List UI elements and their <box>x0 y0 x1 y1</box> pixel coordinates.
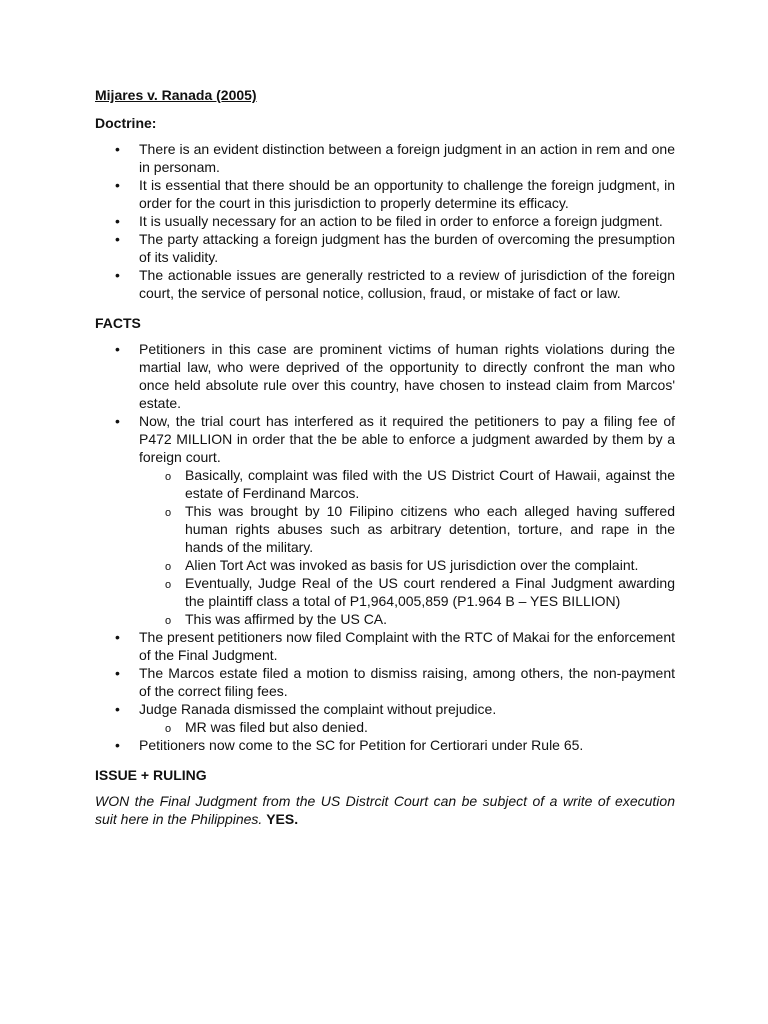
doctrine-item: • It is essential that there should be an opportunity to challenge the foreign judgment, in order for the court in this jurisdiction to properly determine its efficacy. <box>95 176 675 212</box>
doctrine-list <box>95 140 675 302</box>
facts-item <box>95 700 675 736</box>
facts-item-text: The Marcos estate filed a motion to dismiss raising, among others, the non-payment of the correct filing fees. <box>139 665 675 699</box>
facts-item <box>95 664 675 700</box>
facts-list <box>95 340 675 754</box>
facts-sublist <box>95 466 675 628</box>
doctrine-item: • There is an evident distinction between a foreign judgment in an action in rem and one in personam. <box>95 140 675 176</box>
doctrine-item: • It is usually necessary for an action to be filed in order to enforce a foreign judgment. <box>95 212 675 230</box>
facts-item <box>95 412 675 628</box>
facts-heading: FACTS <box>95 315 141 331</box>
facts-subitem: o Alien Tort Act was invoked as basis for US jurisdiction over the complaint. <box>95 556 675 574</box>
doctrine-item: • The actionable issues are generally restricted to a review of jurisdiction of the foreign court, the service of personal notice, collusion, fraud, or mistake of fact or law. <box>95 266 675 302</box>
document-content <box>95 86 675 828</box>
issue-heading: ISSUE + RULING <box>95 767 207 783</box>
facts-item-text: Petitioners in this case are prominent victims of human rights violations during the martial law, who were deprived of the opportunity to directly confront the man who once held absolute rule over this country, have chosen to instead claim from Marcos' estate. <box>139 341 675 411</box>
facts-item-text: Judge Ranada dismissed the complaint without prejudice. <box>139 701 497 717</box>
facts-subitem: o Eventually, Judge Real of the US court rendered a Final Judgment awarding the plaintiff class a total of P1,964,005,859 (P1.964 B – YES BILLION) <box>95 574 675 610</box>
facts-item <box>95 736 675 754</box>
doctrine-heading: Doctrine: <box>95 115 157 131</box>
facts-item-text: The present petitioners now filed Complaint with the RTC of Makai for the enforcement of the Final Judgment. <box>139 629 675 663</box>
facts-item <box>95 340 675 412</box>
facts-subitem: o This was affirmed by the US CA. <box>95 610 675 628</box>
issue-question: WON the Final Judgment from the US Distrcit Court can be subject of a write of execution suit here in the Philippines. <box>95 793 675 827</box>
facts-sublist <box>95 718 675 736</box>
facts-item <box>95 628 675 664</box>
issue-answer: YES. <box>266 811 299 827</box>
facts-subitem: o MR was filed but also denied. <box>95 718 675 736</box>
case-title: Mijares v. Ranada (2005) <box>95 87 257 103</box>
facts-item-text: Now, the trial court has interfered as it required the petitioners to pay a filing fee of P472 MILLION in order that the be able to enforce a judgment awarded by them by a foreign court. <box>139 413 675 465</box>
doctrine-item: • The party attacking a foreign judgment has the burden of overcoming the presumption of its validity. <box>95 230 675 266</box>
facts-subitem: o Basically, complaint was filed with the US District Court of Hawaii, against the estate of Ferdinand Marcos. <box>95 466 675 502</box>
facts-sublist-wrap <box>95 718 675 736</box>
facts-subitem: o This was brought by 10 Filipino citizens who each alleged having suffered human rights abuses such as arbitrary detention, torture, and rape in the hands of the military. <box>95 502 675 556</box>
facts-item-text: Petitioners now come to the SC for Petition for Certiorari under Rule 65. <box>139 737 584 753</box>
issue-paragraph <box>95 792 675 828</box>
facts-sublist-wrap <box>95 466 675 628</box>
